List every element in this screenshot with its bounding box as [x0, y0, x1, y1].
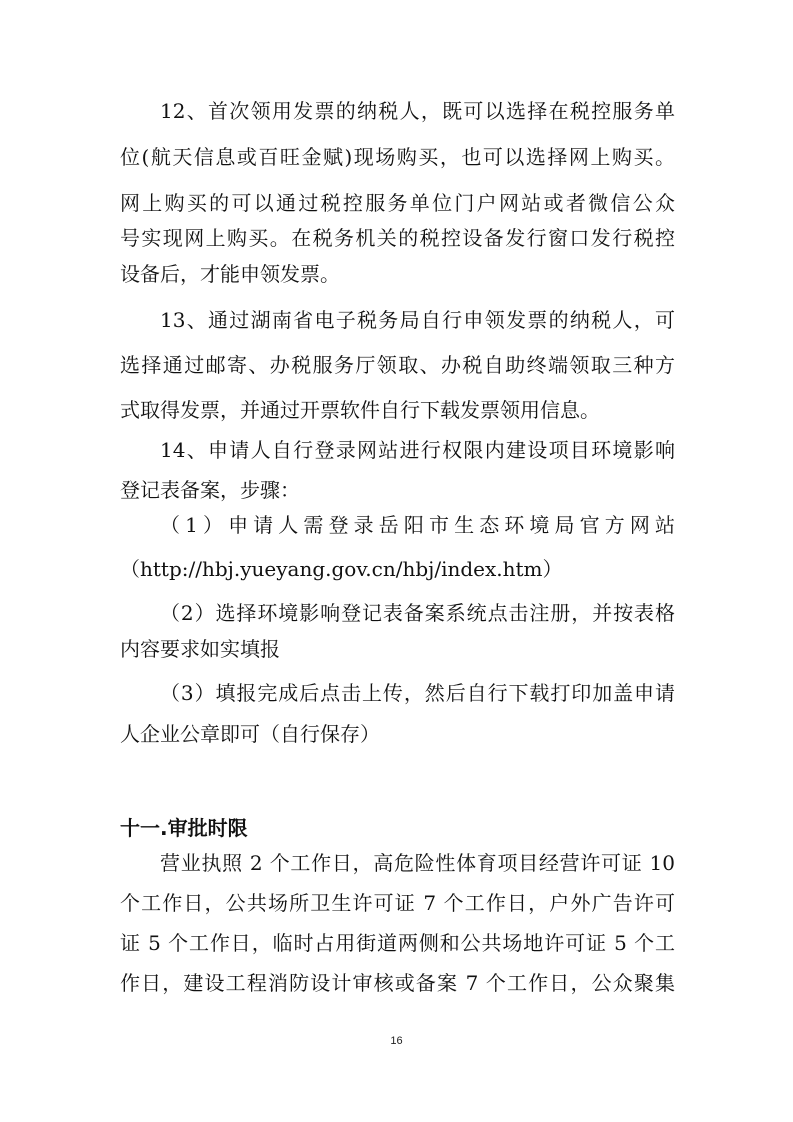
paragraph-14-line-2: 登记表备案，步骤： [120, 478, 300, 502]
paragraph-12-line-2: 位(航天信息或百旺金赋)现场购买，也可以选择网上购买。 [120, 145, 675, 169]
paragraph-14-line-1: 14、申请人自行登录网站进行权限内建设项目环境影响 [160, 438, 675, 462]
step-2-line-1: （2）选择环境影响登记表备案系统点击注册，并按表格 [160, 601, 675, 625]
step-3-line-2: 人企业公章即可（自行保存） [120, 722, 380, 746]
section-11-heading: 十一.审批时限 [120, 816, 248, 840]
section-11-line-1: 营业执照 2 个工作日，高危险性体育项目经营许可证 10 [160, 851, 675, 875]
section-11-line-4: 作日，建设工程消防设计审核或备案 7 个工作日，公众聚集 [120, 971, 675, 995]
paragraph-13-line-1: 13、通过湖南省电子税务局自行申领发票的纳税人，可 [160, 308, 675, 332]
paragraph-12-line-5: 设备后，才能申领发票。 [120, 262, 340, 286]
paragraph-12-line-1: 12、首次领用发票的纳税人，既可以选择在税控服务单 [160, 99, 675, 123]
step-1-url: （http://hbj.yueyang.gov.cn/hbj/index.htm） [120, 557, 563, 581]
page-number: 16 [390, 1035, 403, 1047]
paragraph-12-line-3: 网上购买的可以通过税控服务单位门户网站或者微信公众 [120, 191, 675, 215]
section-11-line-3: 证 5 个工作日，临时占用街道两侧和公共场地许可证 5 个工 [120, 931, 675, 955]
step-1-line-1: （1）申请人需登录岳阳市生态环境局官方网站 [160, 513, 675, 537]
step-3-line-1: （3）填报完成后点击上传，然后自行下载打印加盖申请 [160, 681, 675, 705]
paragraph-13-line-2: 选择通过邮寄、办税服务厅领取、办税自助终端领取三种方 [120, 353, 675, 377]
section-11-line-2: 个工作日，公共场所卫生许可证 7 个工作日，户外广告许可 [120, 891, 675, 915]
paragraph-13-line-3: 式取得发票，并通过开票软件自行下载发票领用信息。 [120, 398, 600, 422]
step-2-line-2: 内容要求如实填报 [120, 637, 280, 661]
paragraph-12-line-4: 号实现网上购买。在税务机关的税控设备发行窗口发行税控 [120, 226, 675, 250]
